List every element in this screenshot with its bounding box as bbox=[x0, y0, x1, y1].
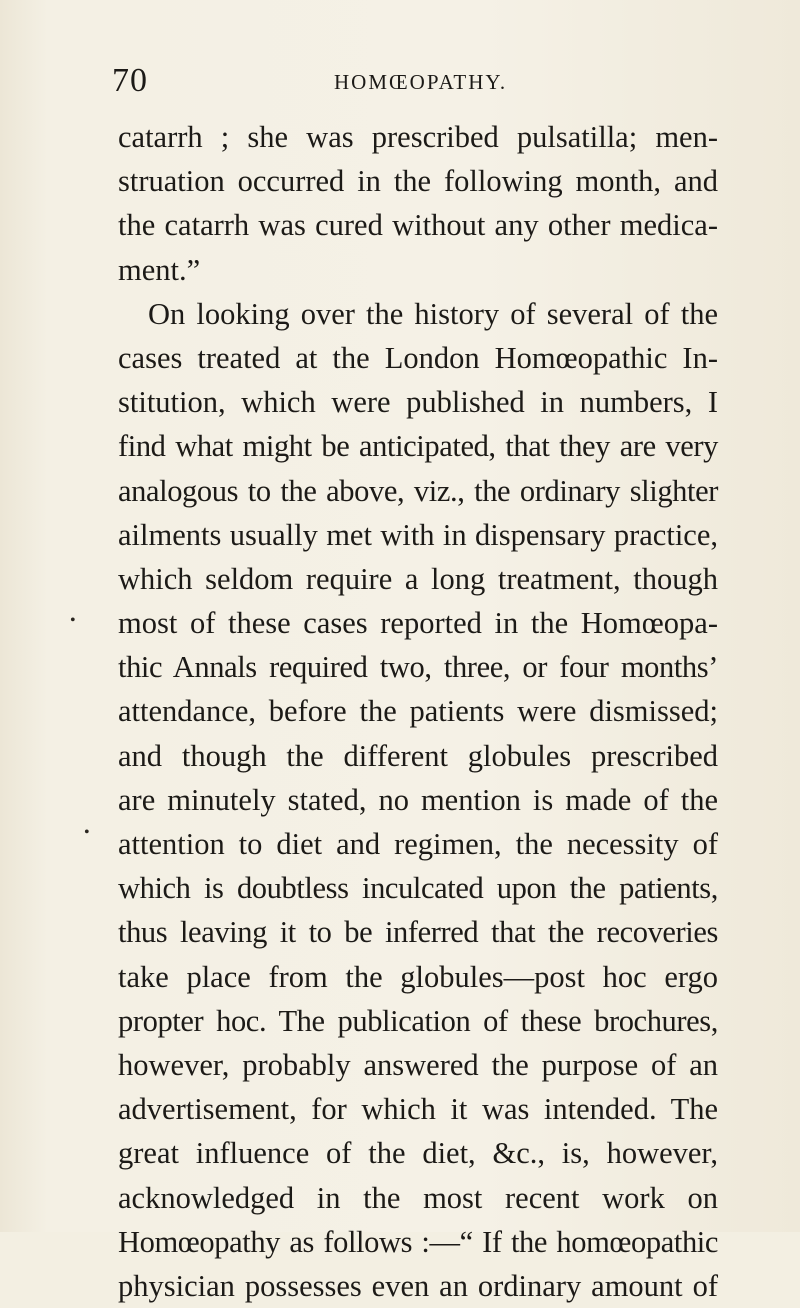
text-line: however, probably answered the purpose of an bbox=[118, 1047, 718, 1082]
text-line: advertisement, for which it was intended. The bbox=[118, 1092, 718, 1127]
text-line: find what might be anticipated, that they are very bbox=[118, 429, 718, 464]
text-line: Homœopathy as follows :—“ If the homœopathic bbox=[118, 1224, 718, 1259]
text-line: catarrh ; she was prescribed pulsatilla; men- bbox=[118, 120, 718, 154]
text-line: ailments usually met with in dispensary practice, bbox=[118, 517, 718, 552]
margin-mark: • bbox=[70, 612, 76, 629]
text-line: which seldom require a long treatment, though bbox=[118, 561, 718, 596]
running-head: HOMŒOPATHY. bbox=[334, 70, 508, 94]
text-line: which is doubtless inculcated upon the patients, bbox=[118, 871, 718, 906]
text-line: ment.” bbox=[118, 252, 201, 287]
text-line: analogous to the above, viz., the ordinary slighter bbox=[118, 473, 718, 508]
text-line: great influence of the diet, &c., is, however, bbox=[118, 1136, 718, 1171]
page-number: 70 bbox=[112, 62, 148, 99]
text-line: thic Annals required two, three, or four months’ bbox=[118, 650, 718, 685]
text-line: cases treated at the London Homœopathic In- bbox=[118, 340, 718, 375]
text-line: and though the different globules prescribed bbox=[118, 738, 718, 773]
text-line: the catarrh was cured without any other medica- bbox=[118, 208, 718, 243]
text-line: struation occurred in the following month, and bbox=[118, 164, 718, 199]
margin-mark: • bbox=[84, 824, 90, 841]
text-line: are minutely stated, no mention is made of the bbox=[118, 782, 718, 817]
body-text bbox=[118, 115, 718, 1308]
text-line: stitution, which were published in numbers, I bbox=[118, 385, 718, 420]
text-line: thus leaving it to be inferred that the recoveries bbox=[118, 915, 718, 950]
text-line: acknowledged in the most recent work on bbox=[118, 1180, 718, 1215]
page-header bbox=[112, 62, 740, 102]
paragraph-start-line: On looking over the history of several of the bbox=[148, 296, 718, 331]
text-line: attendance, before the patients were dismissed; bbox=[118, 694, 718, 729]
text-line: most of these cases reported in the Homœopa- bbox=[118, 606, 718, 641]
text-line-latin-phrase: propter hoc. The publication of these brochures, bbox=[118, 1003, 718, 1038]
text-line: physician possesses even an ordinary amount of bbox=[118, 1268, 718, 1303]
text-line-latin-phrase: take place from the globules—post hoc ergo bbox=[118, 959, 718, 994]
text-line: attention to diet and regimen, the necessity of bbox=[118, 827, 718, 861]
